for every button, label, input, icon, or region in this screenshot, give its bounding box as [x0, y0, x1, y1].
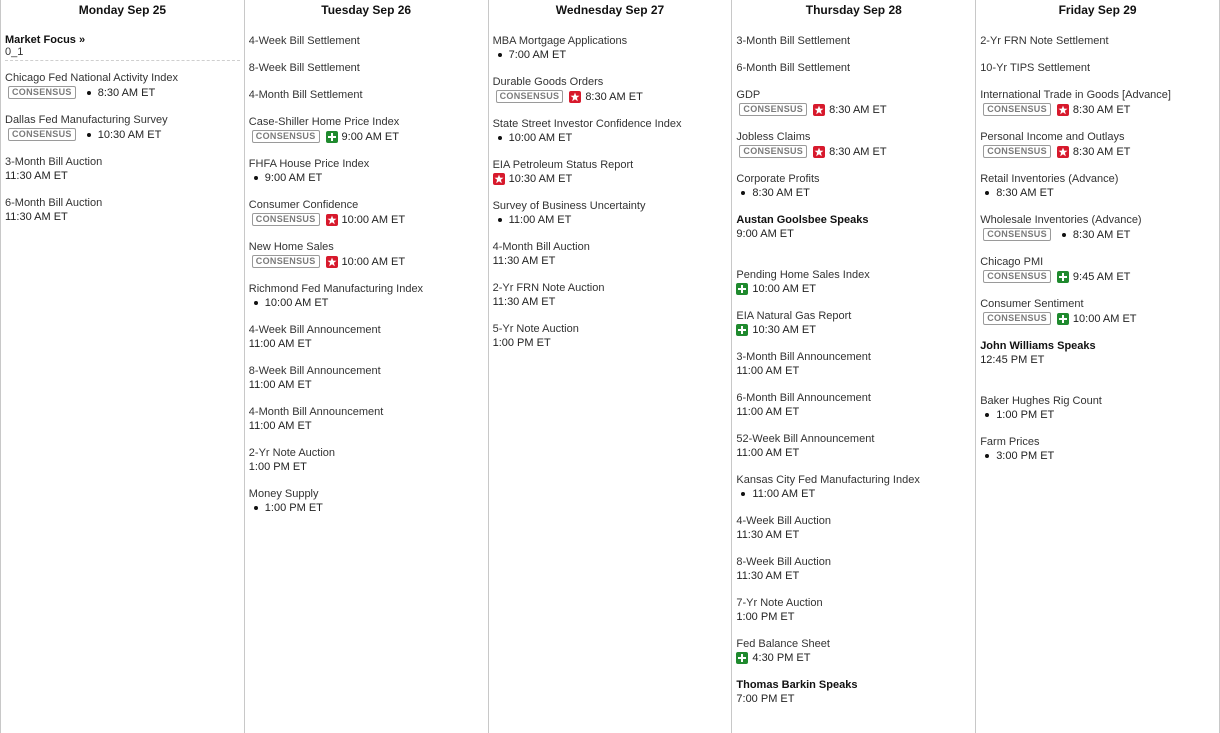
calendar-event[interactable] [980, 297, 1215, 326]
calendar-event[interactable] [249, 88, 484, 102]
event-meta [736, 569, 971, 583]
low-importance-bullet-icon [87, 91, 91, 95]
event-name[interactable]: MBA Mortgage Applications [492, 35, 628, 47]
event-time: 10:30 AM ET [752, 324, 816, 336]
event-meta [249, 501, 484, 515]
event-meta [736, 144, 971, 159]
calendar-event[interactable] [736, 130, 971, 159]
day-title: Tuesday Sep 26 [321, 3, 412, 17]
event-meta [736, 364, 971, 378]
calendar-event[interactable] [736, 391, 971, 419]
calendar-event[interactable] [980, 34, 1215, 48]
consensus-badge[interactable]: CONSENSUS [8, 86, 76, 99]
calendar-event[interactable] [736, 637, 971, 665]
event-time: 1:00 PM ET [248, 461, 307, 473]
consensus-badge[interactable]: CONSENSUS [983, 312, 1051, 325]
event-meta [249, 129, 484, 144]
consensus-badge[interactable]: CONSENSUS [252, 130, 320, 143]
calendar-event[interactable] [736, 61, 971, 75]
high-importance-star-icon [813, 104, 825, 116]
calendar-event[interactable] [493, 322, 728, 350]
event-meta [5, 210, 240, 224]
event-name[interactable]: 3-Month Bill Auction [5, 156, 103, 168]
calendar-event[interactable] [736, 213, 971, 241]
calendar-event[interactable] [736, 596, 971, 624]
event-time: 11:30 AM ET [5, 211, 68, 223]
event-time: 10:00 AM ET [264, 297, 329, 309]
event-time: 9:00 AM ET [736, 228, 794, 240]
event-meta [493, 172, 728, 186]
event-name[interactable]: Dallas Fed Manufacturing Survey [5, 114, 168, 126]
event-time: 10:30 AM ET [97, 128, 162, 141]
calendar-event[interactable] [493, 117, 728, 145]
event-time: 10:00 AM ET [752, 283, 816, 295]
event-meta [493, 131, 728, 145]
event-time: 11:00 AM ET [752, 488, 816, 500]
calendar-event[interactable] [249, 240, 484, 269]
high-importance-star-icon [326, 256, 338, 268]
event-meta [493, 89, 728, 104]
event-name[interactable]: 52-Week Bill Announcement [736, 433, 875, 445]
calendar-event[interactable] [980, 394, 1215, 422]
calendar-event[interactable] [980, 172, 1215, 200]
calendar-event[interactable] [736, 34, 971, 48]
event-meta [249, 337, 484, 351]
consensus-badge[interactable]: CONSENSUS [739, 103, 807, 116]
high-importance-star-icon [1057, 104, 1069, 116]
event-name[interactable]: 7-Yr Note Auction [736, 597, 823, 609]
event-name[interactable]: 6-Month Bill Announcement [736, 392, 871, 404]
day-title: Thursday Sep 28 [805, 3, 902, 17]
calendar-event[interactable] [736, 350, 971, 378]
day-title: Friday Sep 29 [1058, 3, 1137, 17]
event-meta [736, 446, 971, 460]
calendar-event[interactable] [493, 240, 728, 268]
event-time: 8:30 AM ET [585, 90, 643, 103]
event-meta [493, 48, 728, 62]
spacer [736, 254, 971, 268]
event-meta [493, 336, 728, 350]
event-meta [980, 102, 1215, 117]
event-name[interactable]: 6-Month Bill Auction [5, 197, 103, 209]
low-importance-bullet-icon [254, 506, 258, 510]
low-importance-bullet-icon [498, 136, 502, 140]
day-title: Monday Sep 25 [78, 3, 167, 17]
event-time: 8:30 AM ET [829, 103, 887, 116]
calendar-event[interactable] [736, 555, 971, 583]
event-name[interactable]: 4-Week Bill Auction [736, 515, 831, 527]
event-time: 11:00 AM ET [736, 406, 800, 418]
event-time: 11:30 AM ET [492, 296, 556, 308]
calendar-event[interactable] [249, 34, 484, 48]
event-name[interactable]: GDP [736, 89, 761, 101]
event-time: 1:00 PM ET [264, 502, 323, 514]
event-time: 8:30 AM ET [1072, 145, 1131, 158]
event-name[interactable]: Austan Goolsbee Speaks [736, 214, 869, 226]
event-name[interactable]: Fed Balance Sheet [736, 638, 830, 650]
event-time: 11:00 AM ET [248, 338, 312, 350]
event-time: 8:30 AM ET [996, 187, 1054, 199]
event-time: 11:00 AM ET [508, 214, 572, 226]
event-time: 7:00 AM ET [508, 49, 567, 61]
event-name[interactable]: 3-Month Bill Announcement [736, 351, 871, 363]
event-meta [249, 460, 484, 474]
calendar-event[interactable] [249, 323, 484, 351]
event-meta [736, 692, 971, 706]
event-name[interactable]: EIA Natural Gas Report [736, 310, 852, 322]
event-name[interactable]: Retail Inventories (Advance) [980, 173, 1119, 185]
event-time: 1:00 PM ET [996, 409, 1055, 421]
calendar-event[interactable] [980, 61, 1215, 75]
medium-importance-plus-icon [1057, 313, 1069, 325]
event-name[interactable]: Kansas City Fed Manufacturing Index [736, 474, 920, 486]
high-importance-star-icon [569, 91, 581, 103]
event-meta [736, 102, 971, 117]
event-meta [493, 213, 728, 227]
event-meta [736, 405, 971, 419]
event-name[interactable]: Jobless Claims [736, 131, 811, 143]
event-time: 11:30 AM ET [5, 170, 68, 182]
event-time: 8:30 AM ET [97, 86, 156, 99]
event-time: 1:00 PM ET [492, 337, 551, 349]
event-name[interactable]: 2-Yr Note Auction [248, 447, 336, 459]
medium-importance-plus-icon [736, 652, 748, 664]
day-column [1, 0, 245, 733]
calendar-event[interactable] [493, 34, 728, 62]
medium-importance-plus-icon [736, 324, 748, 336]
event-meta [736, 323, 971, 337]
calendar-event[interactable] [249, 487, 484, 515]
calendar-event[interactable] [736, 172, 971, 200]
event-time: 9:00 AM ET [341, 130, 399, 143]
event-name[interactable]: Case-Shiller Home Price Index [248, 116, 400, 128]
event-name[interactable]: Richmond Fed Manufacturing Index [248, 283, 424, 295]
event-meta [980, 144, 1215, 159]
calendar-event[interactable] [249, 198, 484, 227]
event-name[interactable]: John Williams Speaks [980, 340, 1096, 352]
event-name[interactable]: 4-Month Bill Settlement [248, 89, 363, 101]
event-meta [249, 212, 484, 227]
calendar-event[interactable] [249, 364, 484, 392]
high-importance-star-icon [493, 173, 505, 185]
event-meta [249, 296, 484, 310]
day-column [976, 0, 1220, 733]
consensus-badge[interactable]: CONSENSUS [983, 228, 1051, 241]
high-importance-star-icon [813, 146, 825, 158]
calendar-event[interactable] [249, 61, 484, 75]
calendar-event[interactable] [736, 514, 971, 542]
medium-importance-plus-icon [736, 283, 748, 295]
event-time: 10:00 AM ET [341, 255, 406, 268]
event-time: 12:45 PM ET [980, 354, 1045, 366]
event-time: 7:00 PM ET [736, 693, 795, 705]
event-name[interactable]: International Trade in Goods [Advance] [980, 89, 1171, 101]
calendar-event[interactable] [736, 473, 971, 501]
event-name[interactable]: 2-Yr FRN Note Settlement [980, 35, 1109, 47]
event-name[interactable]: 8-Week Bill Settlement [248, 62, 360, 74]
event-name[interactable]: 4-Month Bill Announcement [248, 406, 384, 418]
low-importance-bullet-icon [985, 191, 989, 195]
event-name[interactable]: 10-Yr TIPS Settlement [980, 62, 1091, 74]
event-name[interactable]: Farm Prices [980, 436, 1040, 448]
day-column [489, 0, 733, 733]
event-name[interactable]: Personal Income and Outlays [980, 131, 1125, 143]
event-name[interactable]: EIA Petroleum Status Report [492, 159, 634, 171]
event-time: 8:30 AM ET [752, 187, 810, 199]
event-name[interactable]: Corporate Profits [736, 173, 820, 185]
event-name[interactable]: Pending Home Sales Index [736, 269, 870, 281]
event-meta [736, 186, 971, 200]
event-time: 4:30 PM ET [752, 652, 811, 664]
event-time: 9:45 AM ET [1072, 270, 1131, 283]
calendar-event[interactable] [249, 405, 484, 433]
event-meta [249, 419, 484, 433]
low-importance-bullet-icon [985, 454, 989, 458]
consensus-badge[interactable]: CONSENSUS [983, 103, 1051, 116]
market-focus [5, 34, 240, 61]
consensus-badge[interactable]: CONSENSUS [739, 145, 807, 158]
event-name[interactable]: 8-Week Bill Announcement [248, 365, 381, 377]
day-title: Wednesday Sep 27 [555, 3, 665, 17]
calendar-event[interactable] [980, 213, 1215, 242]
event-meta [249, 378, 484, 392]
event-name[interactable]: Chicago PMI [980, 256, 1044, 268]
event-time: 10:30 AM ET [508, 173, 573, 185]
event-meta [5, 127, 240, 142]
calendar-event[interactable] [980, 255, 1215, 284]
event-time: 11:30 AM ET [736, 570, 800, 582]
event-name[interactable]: Baker Hughes Rig Count [980, 395, 1102, 407]
event-time: 11:30 AM ET [736, 529, 800, 541]
consensus-badge[interactable]: CONSENSUS [252, 213, 320, 226]
event-time: 3:00 PM ET [996, 450, 1055, 462]
event-time: 11:00 AM ET [736, 365, 800, 377]
low-importance-bullet-icon [741, 191, 745, 195]
calendar-event[interactable] [249, 446, 484, 474]
calendar-event[interactable] [493, 158, 728, 186]
calendar-event[interactable] [5, 155, 240, 183]
event-meta [980, 227, 1215, 242]
low-importance-bullet-icon [254, 176, 258, 180]
event-name[interactable]: Consumer Confidence [248, 199, 359, 211]
event-meta [736, 487, 971, 501]
consensus-badge[interactable]: CONSENSUS [252, 255, 320, 268]
event-name[interactable]: Money Supply [248, 488, 319, 500]
event-name[interactable]: State Street Investor Confidence Index [492, 118, 682, 130]
high-importance-star-icon [1057, 146, 1069, 158]
day-column [245, 0, 489, 733]
event-meta [493, 295, 728, 309]
event-name[interactable]: 5-Yr Note Auction [492, 323, 579, 335]
event-meta [980, 408, 1215, 422]
event-time: 11:30 AM ET [492, 255, 556, 267]
consensus-badge[interactable]: CONSENSUS [983, 270, 1051, 283]
event-time: 11:00 AM ET [736, 447, 800, 459]
event-name[interactable]: Survey of Business Uncertainty [492, 200, 646, 212]
event-name[interactable]: Chicago Fed National Activity Index [5, 72, 179, 84]
event-name[interactable]: 8-Week Bill Auction [736, 556, 831, 568]
day-column [732, 0, 976, 733]
low-importance-bullet-icon [1062, 233, 1066, 237]
event-meta [5, 169, 240, 183]
event-name[interactable]: 2-Yr FRN Note Auction [492, 282, 605, 294]
event-time: 11:00 AM ET [248, 420, 312, 432]
event-time: 8:30 AM ET [1072, 103, 1131, 116]
event-time: 10:00 AM ET [508, 132, 573, 144]
calendar-event[interactable] [980, 88, 1215, 117]
calendar-event[interactable] [736, 309, 971, 337]
low-importance-bullet-icon [741, 492, 745, 496]
event-meta [249, 171, 484, 185]
event-meta [736, 528, 971, 542]
event-time: 11:00 AM ET [248, 379, 312, 391]
event-meta [736, 227, 971, 241]
low-importance-bullet-icon [498, 218, 502, 222]
high-importance-star-icon [326, 214, 338, 226]
calendar-event[interactable] [736, 88, 971, 117]
event-meta [736, 282, 971, 296]
event-meta [980, 311, 1215, 326]
calendar-event[interactable] [249, 157, 484, 185]
event-name[interactable]: 3-Month Bill Settlement [736, 35, 851, 47]
calendar-event[interactable] [493, 281, 728, 309]
calendar-event[interactable] [736, 432, 971, 460]
calendar-event[interactable] [5, 71, 240, 100]
consensus-badge[interactable]: CONSENSUS [496, 90, 564, 103]
event-time: 9:00 AM ET [264, 172, 323, 184]
event-name[interactable]: FHFA House Price Index [248, 158, 370, 170]
medium-importance-plus-icon [1057, 271, 1069, 283]
event-name[interactable]: Thomas Barkin Speaks [736, 679, 858, 691]
medium-importance-plus-icon [326, 131, 338, 143]
event-time: 10:00 AM ET [341, 213, 406, 226]
event-meta [980, 186, 1215, 200]
event-time: 10:00 AM ET [1072, 312, 1137, 325]
market-focus-link[interactable]: Market Focus » [5, 34, 86, 46]
event-meta [5, 85, 240, 100]
event-meta [249, 254, 484, 269]
calendar-event[interactable] [5, 196, 240, 224]
event-time: 8:30 AM ET [829, 145, 887, 158]
event-name[interactable]: 4-Week Bill Announcement [248, 324, 381, 336]
event-name[interactable]: Durable Goods Orders [492, 76, 604, 88]
calendar-event[interactable] [980, 339, 1215, 367]
calendar-event[interactable] [980, 435, 1215, 463]
event-meta [980, 353, 1215, 367]
calendar-event[interactable] [736, 268, 971, 296]
calendar-event[interactable] [493, 75, 728, 104]
event-time: 8:30 AM ET [1072, 228, 1131, 241]
spacer [980, 380, 1215, 394]
market-focus-value: 0_1 [5, 46, 24, 58]
event-meta [736, 610, 971, 624]
calendar-event[interactable] [736, 678, 971, 706]
low-importance-bullet-icon [87, 133, 91, 137]
event-meta [980, 269, 1215, 284]
low-importance-bullet-icon [985, 413, 989, 417]
event-time: 1:00 PM ET [736, 611, 795, 623]
calendar-event[interactable] [249, 282, 484, 310]
calendar-event[interactable] [980, 130, 1215, 159]
low-importance-bullet-icon [498, 53, 502, 57]
low-importance-bullet-icon [254, 301, 258, 305]
event-meta [980, 449, 1215, 463]
event-name[interactable]: Consumer Sentiment [980, 298, 1084, 310]
consensus-badge[interactable]: CONSENSUS [8, 128, 76, 141]
event-name[interactable]: 4-Month Bill Auction [492, 241, 590, 253]
event-name[interactable]: 4-Week Bill Settlement [248, 35, 360, 47]
event-name[interactable]: New Home Sales [248, 241, 334, 253]
event-meta [493, 254, 728, 268]
calendar-event[interactable] [493, 199, 728, 227]
event-meta [736, 651, 971, 665]
event-name[interactable]: 6-Month Bill Settlement [736, 62, 851, 74]
calendar-event[interactable] [249, 115, 484, 144]
calendar-event[interactable] [5, 113, 240, 142]
consensus-badge[interactable]: CONSENSUS [983, 145, 1051, 158]
event-name[interactable]: Wholesale Inventories (Advance) [980, 214, 1142, 226]
